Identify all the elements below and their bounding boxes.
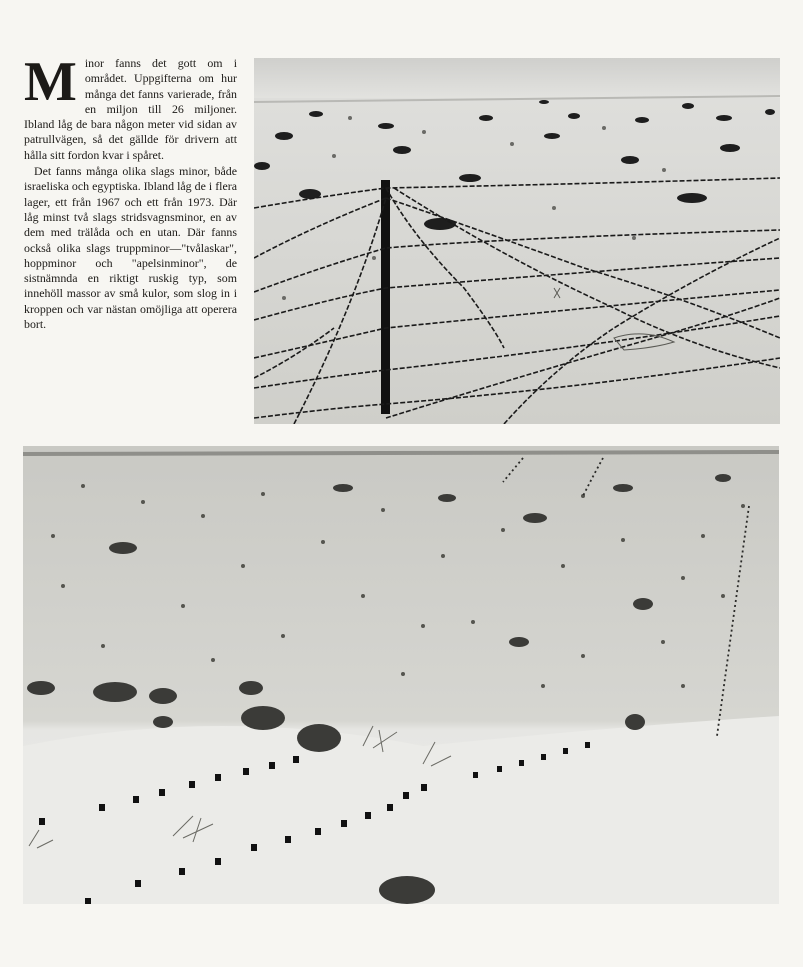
drop-cap: M [24, 51, 77, 113]
minefield-illustration [23, 446, 779, 904]
article-text [24, 51, 237, 332]
barbed-wire-photo [254, 58, 780, 424]
fence-post [381, 180, 390, 414]
paragraph-1 [24, 51, 237, 163]
barbed-wire-illustration [254, 58, 780, 424]
paragraph-2: Det fanns många olika slags minor, både israeliska och egyptiska. Ibland låg de i flera lager, ett från 1967 och ett från 1973. Där låg minst två slags stridsvagnsminor, en av dem med trälåda och en utan. Där fanns också olika slags truppminor—"tvålaskar", hoppminor och "apelsinminor", de sistnämnda en riktigt ruskig typ, som innehöll massor av små kulor, som slog in i kroppen och var nästan omöjliga att operera bort. [24, 164, 237, 332]
minefield-photo [23, 446, 779, 904]
paragraph-1-text: inor fanns det gott om i området. Uppgifterna om hur många det fanns varierade, från en miljon till 26 miljoner. Ibland låg de bara någon meter vid sidan av patrullvägen, så det gällde för drivern att hålla sitt fordon kvar i spåret. [24, 56, 237, 162]
